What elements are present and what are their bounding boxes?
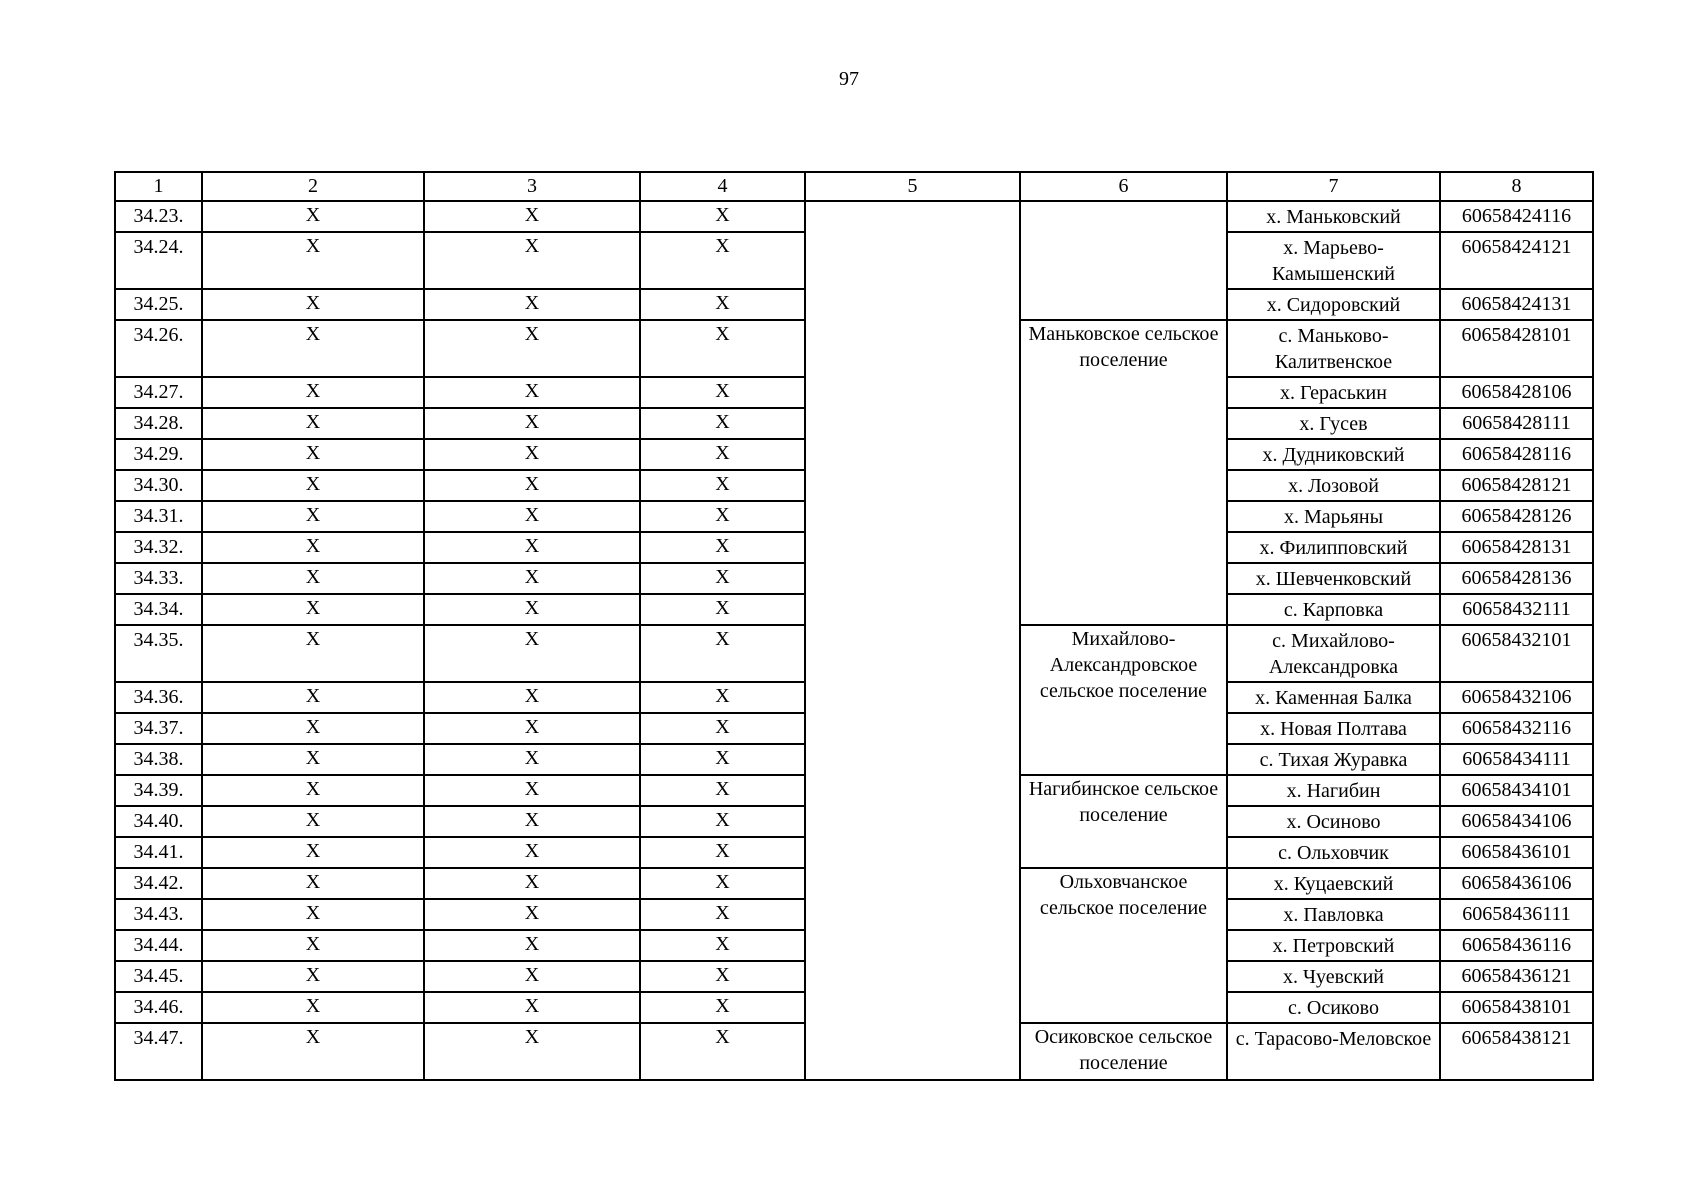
column-3-cell: X <box>424 377 640 408</box>
column-2-cell: X <box>202 961 424 992</box>
header-cell: 7 <box>1227 172 1440 201</box>
settlement-cell: х. Шевченковский <box>1227 563 1440 594</box>
settlement-cell: с. Тарасово-Меловское <box>1227 1023 1440 1080</box>
column-3-cell: X <box>424 713 640 744</box>
settlement-cell: х. Павловка <box>1227 899 1440 930</box>
okato-code-cell: 60658434111 <box>1440 744 1593 775</box>
municipality-cell: Ольховчанское сельское поселение <box>1020 868 1227 1023</box>
row-number-cell: 34.36. <box>115 682 202 713</box>
column-3-cell: X <box>424 594 640 625</box>
okato-code-cell: 60658428131 <box>1440 532 1593 563</box>
column-4-cell: X <box>640 201 805 232</box>
column-2-cell: X <box>202 992 424 1023</box>
settlement-cell: с. Маньково-Калитвенское <box>1227 320 1440 377</box>
column-4-cell: X <box>640 625 805 682</box>
okato-code-cell: 60658432116 <box>1440 713 1593 744</box>
column-4-cell: X <box>640 501 805 532</box>
column-2-cell: X <box>202 930 424 961</box>
row-number-cell: 34.43. <box>115 899 202 930</box>
settlement-cell: х. Гераськин <box>1227 377 1440 408</box>
row-number-cell: 34.46. <box>115 992 202 1023</box>
column-2-cell: X <box>202 806 424 837</box>
header-row <box>115 172 1593 201</box>
row-number-cell: 34.41. <box>115 837 202 868</box>
settlement-cell: х. Куцаевский <box>1227 868 1440 899</box>
table-body <box>115 201 1593 1080</box>
okato-code-cell: 60658438121 <box>1440 1023 1593 1080</box>
column-3-cell: X <box>424 201 640 232</box>
column-3-cell: X <box>424 232 640 289</box>
column-4-cell: X <box>640 868 805 899</box>
row-number-cell: 34.29. <box>115 439 202 470</box>
row-number-cell: 34.23. <box>115 201 202 232</box>
settlement-cell: х. Новая Полтава <box>1227 713 1440 744</box>
column-3-cell: X <box>424 992 640 1023</box>
municipality-cell: Нагибинское сельское поселение <box>1020 775 1227 868</box>
column-2-cell: X <box>202 744 424 775</box>
okato-code-cell: 60658436101 <box>1440 837 1593 868</box>
column-3-cell: X <box>424 682 640 713</box>
settlement-cell: с. Осиково <box>1227 992 1440 1023</box>
okato-code-cell: 60658424131 <box>1440 289 1593 320</box>
municipality-cell: Михайлово-Александровское сельское поселение <box>1020 625 1227 775</box>
header-cell: 6 <box>1020 172 1227 201</box>
row-number-cell: 34.32. <box>115 532 202 563</box>
header-cell: 3 <box>424 172 640 201</box>
column-3-cell: X <box>424 1023 640 1080</box>
column-2-cell: X <box>202 868 424 899</box>
column-2-cell: X <box>202 682 424 713</box>
column-2-cell: X <box>202 1023 424 1080</box>
column-2-cell: X <box>202 563 424 594</box>
column-3-cell: X <box>424 320 640 377</box>
okato-code-cell: 60658432106 <box>1440 682 1593 713</box>
column-3-cell: X <box>424 470 640 501</box>
municipality-cell: Осиковское сельское поселение <box>1020 1023 1227 1080</box>
row-number-cell: 34.38. <box>115 744 202 775</box>
column-3-cell: X <box>424 532 640 563</box>
column-3-cell: X <box>424 563 640 594</box>
okato-code-cell: 60658436121 <box>1440 961 1593 992</box>
okato-code-cell: 60658428126 <box>1440 501 1593 532</box>
okato-code-cell: 60658434106 <box>1440 806 1593 837</box>
column-2-cell: X <box>202 377 424 408</box>
column-5-merged-cell <box>805 201 1020 1080</box>
okato-code-cell: 60658424121 <box>1440 232 1593 289</box>
settlement-cell: х. Лозовой <box>1227 470 1440 501</box>
column-2-cell: X <box>202 320 424 377</box>
column-4-cell: X <box>640 961 805 992</box>
okato-code-cell: 60658424116 <box>1440 201 1593 232</box>
column-4-cell: X <box>640 930 805 961</box>
row-number-cell: 34.28. <box>115 408 202 439</box>
settlement-cell: х. Сидоровский <box>1227 289 1440 320</box>
okato-code-cell: 60658432101 <box>1440 625 1593 682</box>
row-number-cell: 34.44. <box>115 930 202 961</box>
row-number-cell: 34.30. <box>115 470 202 501</box>
row-number-cell: 34.26. <box>115 320 202 377</box>
column-4-cell: X <box>640 320 805 377</box>
column-4-cell: X <box>640 532 805 563</box>
column-4-cell: X <box>640 563 805 594</box>
column-3-cell: X <box>424 289 640 320</box>
row-number-cell: 34.24. <box>115 232 202 289</box>
column-2-cell: X <box>202 594 424 625</box>
settlement-cell: х. Маньковский <box>1227 201 1440 232</box>
column-4-cell: X <box>640 713 805 744</box>
column-4-cell: X <box>640 439 805 470</box>
row-number-cell: 34.37. <box>115 713 202 744</box>
column-2-cell: X <box>202 408 424 439</box>
column-3-cell: X <box>424 744 640 775</box>
column-3-cell: X <box>424 961 640 992</box>
column-4-cell: X <box>640 682 805 713</box>
column-4-cell: X <box>640 470 805 501</box>
column-3-cell: X <box>424 806 640 837</box>
settlement-cell: х. Осиново <box>1227 806 1440 837</box>
column-4-cell: X <box>640 775 805 806</box>
column-2-cell: X <box>202 775 424 806</box>
okato-code-cell: 60658434101 <box>1440 775 1593 806</box>
settlement-cell: с. Карповка <box>1227 594 1440 625</box>
municipality-cell <box>1020 201 1227 320</box>
column-4-cell: X <box>640 1023 805 1080</box>
okato-code-cell: 60658428121 <box>1440 470 1593 501</box>
settlement-cell: с. Тихая Журавка <box>1227 744 1440 775</box>
row-number-cell: 34.40. <box>115 806 202 837</box>
municipality-cell: Маньковское сельское поселение <box>1020 320 1227 625</box>
settlement-cell: х. Нагибин <box>1227 775 1440 806</box>
column-2-cell: X <box>202 837 424 868</box>
okato-code-cell: 60658432111 <box>1440 594 1593 625</box>
column-2-cell: X <box>202 899 424 930</box>
column-2-cell: X <box>202 501 424 532</box>
page-number: 97 <box>839 68 859 90</box>
settlement-cell: с. Ольховчик <box>1227 837 1440 868</box>
settlement-cell: х. Филипповский <box>1227 532 1440 563</box>
column-2-cell: X <box>202 439 424 470</box>
column-4-cell: X <box>640 806 805 837</box>
settlement-cell: х. Марьево-Камышенский <box>1227 232 1440 289</box>
column-2-cell: X <box>202 470 424 501</box>
okato-code-cell: 60658436111 <box>1440 899 1593 930</box>
row-number-cell: 34.35. <box>115 625 202 682</box>
settlement-cell: х. Чуевский <box>1227 961 1440 992</box>
column-2-cell: X <box>202 625 424 682</box>
column-3-cell: X <box>424 930 640 961</box>
okato-code-cell: 60658428101 <box>1440 320 1593 377</box>
settlement-cell: х. Дудниковский <box>1227 439 1440 470</box>
column-2-cell: X <box>202 289 424 320</box>
row-number-cell: 34.45. <box>115 961 202 992</box>
column-3-cell: X <box>424 501 640 532</box>
header-cell: 8 <box>1440 172 1593 201</box>
column-2-cell: X <box>202 232 424 289</box>
okato-code-cell: 60658436116 <box>1440 930 1593 961</box>
column-4-cell: X <box>640 744 805 775</box>
column-4-cell: X <box>640 408 805 439</box>
settlement-cell: с. Михайлово-Александровка <box>1227 625 1440 682</box>
header-cell: 2 <box>202 172 424 201</box>
row-number-cell: 34.27. <box>115 377 202 408</box>
okato-code-cell: 60658428136 <box>1440 563 1593 594</box>
column-4-cell: X <box>640 837 805 868</box>
row-number-cell: 34.31. <box>115 501 202 532</box>
header-cell: 1 <box>115 172 202 201</box>
column-2-cell: X <box>202 713 424 744</box>
column-3-cell: X <box>424 868 640 899</box>
column-3-cell: X <box>424 775 640 806</box>
settlement-cell: х. Каменная Балка <box>1227 682 1440 713</box>
register-table <box>114 171 1594 1081</box>
column-2-cell: X <box>202 201 424 232</box>
header-cell: 5 <box>805 172 1020 201</box>
okato-code-cell: 60658428111 <box>1440 408 1593 439</box>
settlement-cell: х. Гусев <box>1227 408 1440 439</box>
row-number-cell: 34.25. <box>115 289 202 320</box>
okato-code-cell: 60658436106 <box>1440 868 1593 899</box>
column-4-cell: X <box>640 594 805 625</box>
column-3-cell: X <box>424 625 640 682</box>
column-2-cell: X <box>202 532 424 563</box>
row-number-cell: 34.34. <box>115 594 202 625</box>
settlement-cell: х. Петровский <box>1227 930 1440 961</box>
okato-code-cell: 60658428116 <box>1440 439 1593 470</box>
column-3-cell: X <box>424 837 640 868</box>
okato-code-cell: 60658428106 <box>1440 377 1593 408</box>
settlement-cell: х. Марьяны <box>1227 501 1440 532</box>
okato-code-cell: 60658438101 <box>1440 992 1593 1023</box>
column-4-cell: X <box>640 899 805 930</box>
row-number-cell: 34.33. <box>115 563 202 594</box>
column-4-cell: X <box>640 289 805 320</box>
column-4-cell: X <box>640 992 805 1023</box>
column-3-cell: X <box>424 899 640 930</box>
header-cell: 4 <box>640 172 805 201</box>
column-3-cell: X <box>424 408 640 439</box>
column-4-cell: X <box>640 232 805 289</box>
row-number-cell: 34.47. <box>115 1023 202 1080</box>
table-row <box>115 201 1593 232</box>
column-4-cell: X <box>640 377 805 408</box>
row-number-cell: 34.39. <box>115 775 202 806</box>
column-3-cell: X <box>424 439 640 470</box>
row-number-cell: 34.42. <box>115 868 202 899</box>
